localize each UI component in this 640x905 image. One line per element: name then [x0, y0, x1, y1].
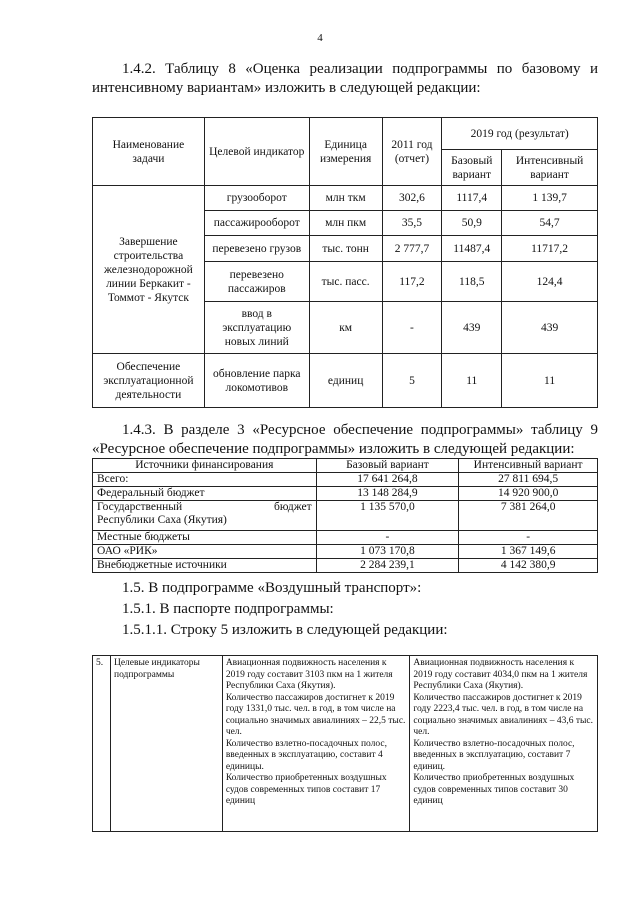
value-intensive-cell: 439	[502, 302, 598, 354]
unit-cell: км	[309, 302, 382, 354]
value-base-cell: 11	[442, 354, 502, 408]
header-intensive: Интенсивный вариант	[459, 459, 598, 473]
source-cell: Федеральный бюджет	[93, 487, 317, 501]
header-2019: 2019 год (результат)	[442, 118, 598, 150]
table-row	[93, 559, 598, 573]
value-base-cell: 1117,4	[442, 186, 502, 211]
source-cell: Местные бюджеты	[93, 531, 317, 545]
table-row	[93, 354, 598, 408]
indicator-cell: перевезено грузов	[204, 236, 309, 262]
task-cell: Завершение строительства железнодорожной линии Беркакит - Томмот - Якутск	[93, 186, 205, 354]
value-2011-cell: 35,5	[382, 211, 442, 236]
header-indicator: Целевой индикатор	[204, 118, 309, 186]
paragraph-1-4-2: 1.4.2. Таблицу 8 «Оценка реализации подпрограммы по базовому и интенсивному вариантам» изложить в следующей редакции:	[92, 61, 598, 96]
value-intensive-cell: 4 142 380,9	[459, 559, 598, 573]
base-variant-cell: Авиационная подвижность населения к 2019 году составит 3103 пкм на 1 жителя Республики Саха (Якутия). Количество пассажиров достигнет к 2019 году 1331,0 тыс. чел. в год, в том числе на социально значимых авиалиниях – 22,5 тыс. чел. Количество взлетно-посадочных полос, введенных в эксплуатацию, составит 4 единицы. Количество приобретенных воздушных судов современных типов составит 17 единиц	[222, 656, 410, 832]
value-intensive-cell: 1 367 149,6	[459, 545, 598, 559]
value-base-cell: 439	[442, 302, 502, 354]
value-2011-cell: 302,6	[382, 186, 442, 211]
source-cell: ОАО «РИК»	[93, 545, 317, 559]
table-row	[93, 531, 598, 545]
header-intensive: Интенсивный вариант	[502, 150, 598, 186]
header-2011: 2011 год (отчет)	[382, 118, 442, 186]
source-cell: Всего:	[93, 473, 317, 487]
value-base-cell: 17 641 264,8	[316, 473, 459, 487]
table-row	[93, 186, 598, 211]
value-intensive-cell: 11717,2	[502, 236, 598, 262]
indicator-cell: ввод в эксплуатацию новых линий	[204, 302, 309, 354]
header-base: Базовый вариант	[316, 459, 459, 473]
table-row	[93, 501, 598, 531]
header-source: Источники финансирования	[93, 459, 317, 473]
value-intensive-cell: 7 381 264,0	[459, 501, 598, 531]
value-intensive-cell: 1 139,7	[502, 186, 598, 211]
source-cell: Государственный бюджет Республики Саха (Якутия)	[93, 501, 317, 531]
row-label: Целевые индикаторы подпрограммы	[110, 656, 222, 832]
task-cell: Обеспечение эксплуатационной деятельности	[93, 354, 205, 408]
heading-1-5: 1.5. В подпрограмме «Воздушный транспорт»:	[122, 580, 422, 596]
value-base-cell: 13 148 284,9	[316, 487, 459, 501]
value-intensive-cell: 27 811 694,5	[459, 473, 598, 487]
header-task: Наименование задачи	[93, 118, 205, 186]
row-number: 5.	[93, 656, 111, 832]
value-intensive-cell: 11	[502, 354, 598, 408]
value-2011-cell: -	[382, 302, 442, 354]
table-row	[93, 656, 598, 832]
header-base: Базовый вариант	[442, 150, 502, 186]
value-intensive-cell: -	[459, 531, 598, 545]
page-number: 4	[317, 32, 323, 44]
value-base-cell: 11487,4	[442, 236, 502, 262]
indicator-cell: обновление парка локомотивов	[204, 354, 309, 408]
indicator-cell: перевезено пассажиров	[204, 262, 309, 302]
value-base-cell: 50,9	[442, 211, 502, 236]
value-base-cell: 1 135 570,0	[316, 501, 459, 531]
table-9-resources	[92, 458, 598, 573]
value-intensive-cell: 124,4	[502, 262, 598, 302]
heading-1-5-1-1: 1.5.1.1. Строку 5 изложить в следующей редакции:	[122, 622, 448, 638]
value-base-cell: -	[316, 531, 459, 545]
value-2011-cell: 5	[382, 354, 442, 408]
table-row	[93, 545, 598, 559]
value-2011-cell: 2 777,7	[382, 236, 442, 262]
table-row	[93, 473, 598, 487]
value-base-cell: 1 073 170,8	[316, 545, 459, 559]
source-cell: Внебюджетные источники	[93, 559, 317, 573]
paragraph-1-4-3: 1.4.3. В разделе 3 «Ресурсное обеспечение подпрограммы» таблицу 9 «Ресурсное обеспечение подпрограммы» изложить в следующей редакции:	[92, 422, 598, 457]
intensive-variant-cell: Авиационная подвижность населения к 2019 году составит 4034,0 пкм на 1 жителя Республики Саха (Якутия). Количество пассажиров достигнет к 2019 году 2223,4 тыс. чел. в год, в том числе на социально значимых авиалиниях – 43,6 тыс. чел. Количество взлетно-посадочных полос, введенных в эксплуатацию, составит 7 единиц. Количество приобретенных воздушных судов современных типов составит 30 единиц	[410, 656, 598, 832]
unit-cell: тыс. тонн	[309, 236, 382, 262]
value-intensive-cell: 14 920 900,0	[459, 487, 598, 501]
unit-cell: единиц	[309, 354, 382, 408]
header-unit: Единица измерения	[309, 118, 382, 186]
table-8-assessment	[92, 117, 598, 408]
table-row	[93, 487, 598, 501]
indicator-cell: грузооборот	[204, 186, 309, 211]
value-base-cell: 118,5	[442, 262, 502, 302]
unit-cell: тыс. пасс.	[309, 262, 382, 302]
table-passport-row-5	[92, 655, 598, 832]
indicator-cell: пассажирооборот	[204, 211, 309, 236]
unit-cell: млн ткм	[309, 186, 382, 211]
value-intensive-cell: 54,7	[502, 211, 598, 236]
unit-cell: млн пкм	[309, 211, 382, 236]
heading-1-5-1: 1.5.1. В паспорте подпрограммы:	[122, 601, 334, 617]
value-2011-cell: 117,2	[382, 262, 442, 302]
value-base-cell: 2 284 239,1	[316, 559, 459, 573]
